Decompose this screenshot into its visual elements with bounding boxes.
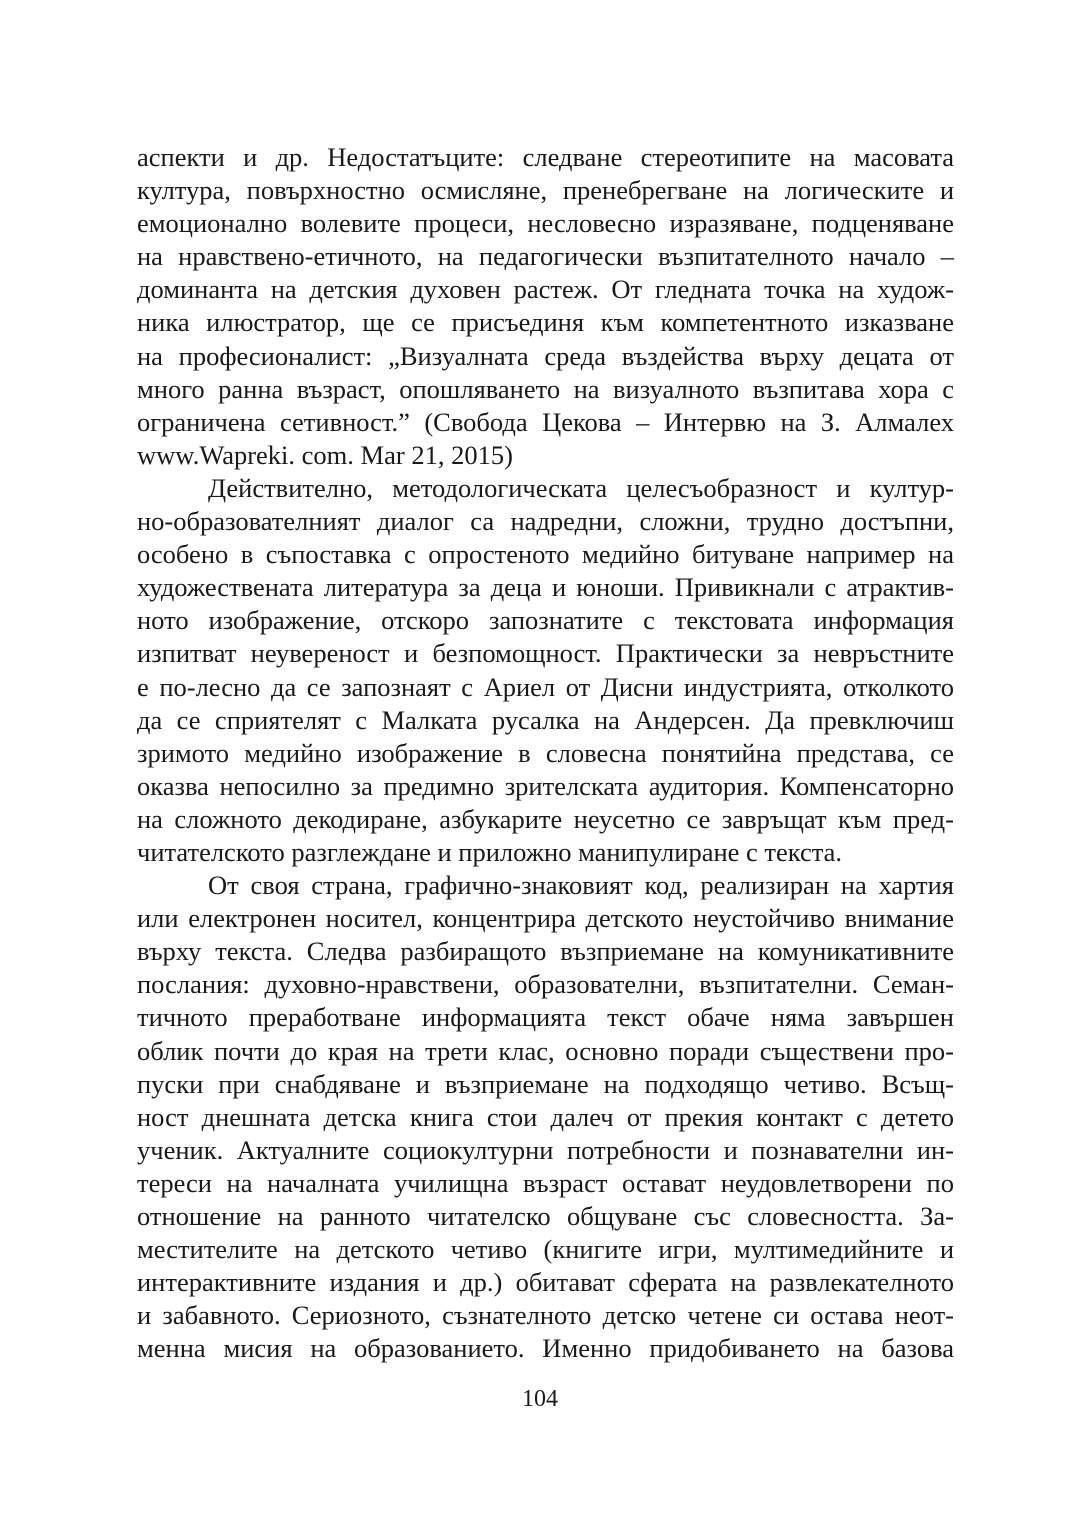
text-line: тичното преработване информацията текст обаче няма завършен	[137, 1002, 954, 1033]
text-line: на сложното декодиране, азбукарите неусетно се завръщат към пред-	[137, 803, 954, 834]
text-line: оказва непосилно за предимно зрителската аудитория. Компенсаторно	[137, 770, 954, 801]
text-line: на нравствено-етичното, на педагогически възпитателното начало –	[137, 241, 954, 272]
text-line: ност днешната детска книга стои далеч от прекия контакт с детето	[137, 1101, 954, 1132]
page-body	[137, 141, 954, 1365]
text-line: изпитват неувереност и безпомощност. Практически за невръстните	[137, 638, 954, 669]
text-line: www.Wapreki. com. Mar 21, 2015)	[137, 439, 513, 470]
text-line: да се сприятелят с Малката русалка на Андерсен. Да превключиш	[137, 704, 954, 735]
text-line: менна мисия на образованието. Именно придобиването на базова	[137, 1333, 954, 1364]
text-line: ученик. Актуалните социокултурни потребности и познавателни ин-	[137, 1134, 954, 1165]
text-line: пуски при снабдяване и възприемане на подходящо четиво. Всъщ-	[137, 1068, 954, 1099]
text-line: местителите на детското четиво (книгите игри, мултимедийните и	[137, 1234, 954, 1265]
text-line: култура, повърхностно осмисляне, пренебрегване на логическите и	[137, 175, 954, 206]
text-line: тереси на началната училищна възраст остават неудовлетворени по	[137, 1167, 954, 1198]
text-line: читателското разглеждане и приложно манипулиране с текста.	[137, 836, 843, 867]
text-line: но-образователният диалог са надредни, сложни, трудно достъпни,	[137, 506, 954, 537]
text-line: и забавното. Сериозното, съзнателното детско четене си остава неот-	[137, 1300, 954, 1331]
text-line: отношение на ранното читателско общуване със словесността. За-	[137, 1201, 954, 1231]
text-line: ника илюстратор, ще се присъединя към компетентното изказване	[137, 307, 954, 338]
text-line: е по-лесно да се запознаят с Ариел от Дисни индустрията, отколкото	[137, 671, 954, 702]
text-line: особено в съпоставка с опростеното медийно битуване например на	[137, 539, 954, 570]
text-line: много ранна възраст, опошляването на визуалното възпитава хора с	[137, 373, 954, 404]
text-line: върху текста. Следва разбиращото възприемане на комуникативните	[137, 936, 954, 967]
text-line: художествената литература за деца и юноши. Привикнали с атрактив-	[137, 572, 954, 603]
page-number: 104	[522, 1386, 558, 1412]
text-line: Действително, методологическата целесъобразност и култур-	[208, 472, 954, 503]
paragraph-2	[137, 472, 954, 869]
text-line: ното изображение, отскоро запознатите с текстовата информация	[137, 605, 954, 636]
text-line: или електронен носител, концентрира детското неустойчиво внимание	[137, 903, 954, 934]
text-line: доминанта на детския духовен растеж. От гледната точка на худож-	[137, 274, 954, 305]
text-line: аспекти и др. Недостатъците: следване стереотипите на масовата	[137, 142, 954, 172]
text-line: ограничена сетивност.” (Свобода Цекова – Интервю на З. Алмалех	[137, 406, 954, 437]
text-line: послания: духовно-нравствени, образователни, възпитателни. Семан-	[137, 969, 954, 1000]
text-line: облик почти до края на трети клас, основно поради съществени про-	[137, 1035, 954, 1066]
paragraph-1	[137, 141, 954, 472]
text-line: интерактивните издания и др.) обитават сферата на развлекателното	[137, 1267, 954, 1298]
paragraph-3	[137, 869, 954, 1365]
text-line: на професионалист: „Визуалната среда въздейства върху децата от	[137, 340, 954, 371]
text-line: зримото медийно изображение в словесна понятийна представа, се	[137, 737, 954, 768]
text-line: От своя страна, графично-знаковият код, реализиран на хартия	[208, 870, 954, 901]
text-line: емоционално волевите процеси, несловесно изразяване, подценяване	[137, 208, 954, 239]
